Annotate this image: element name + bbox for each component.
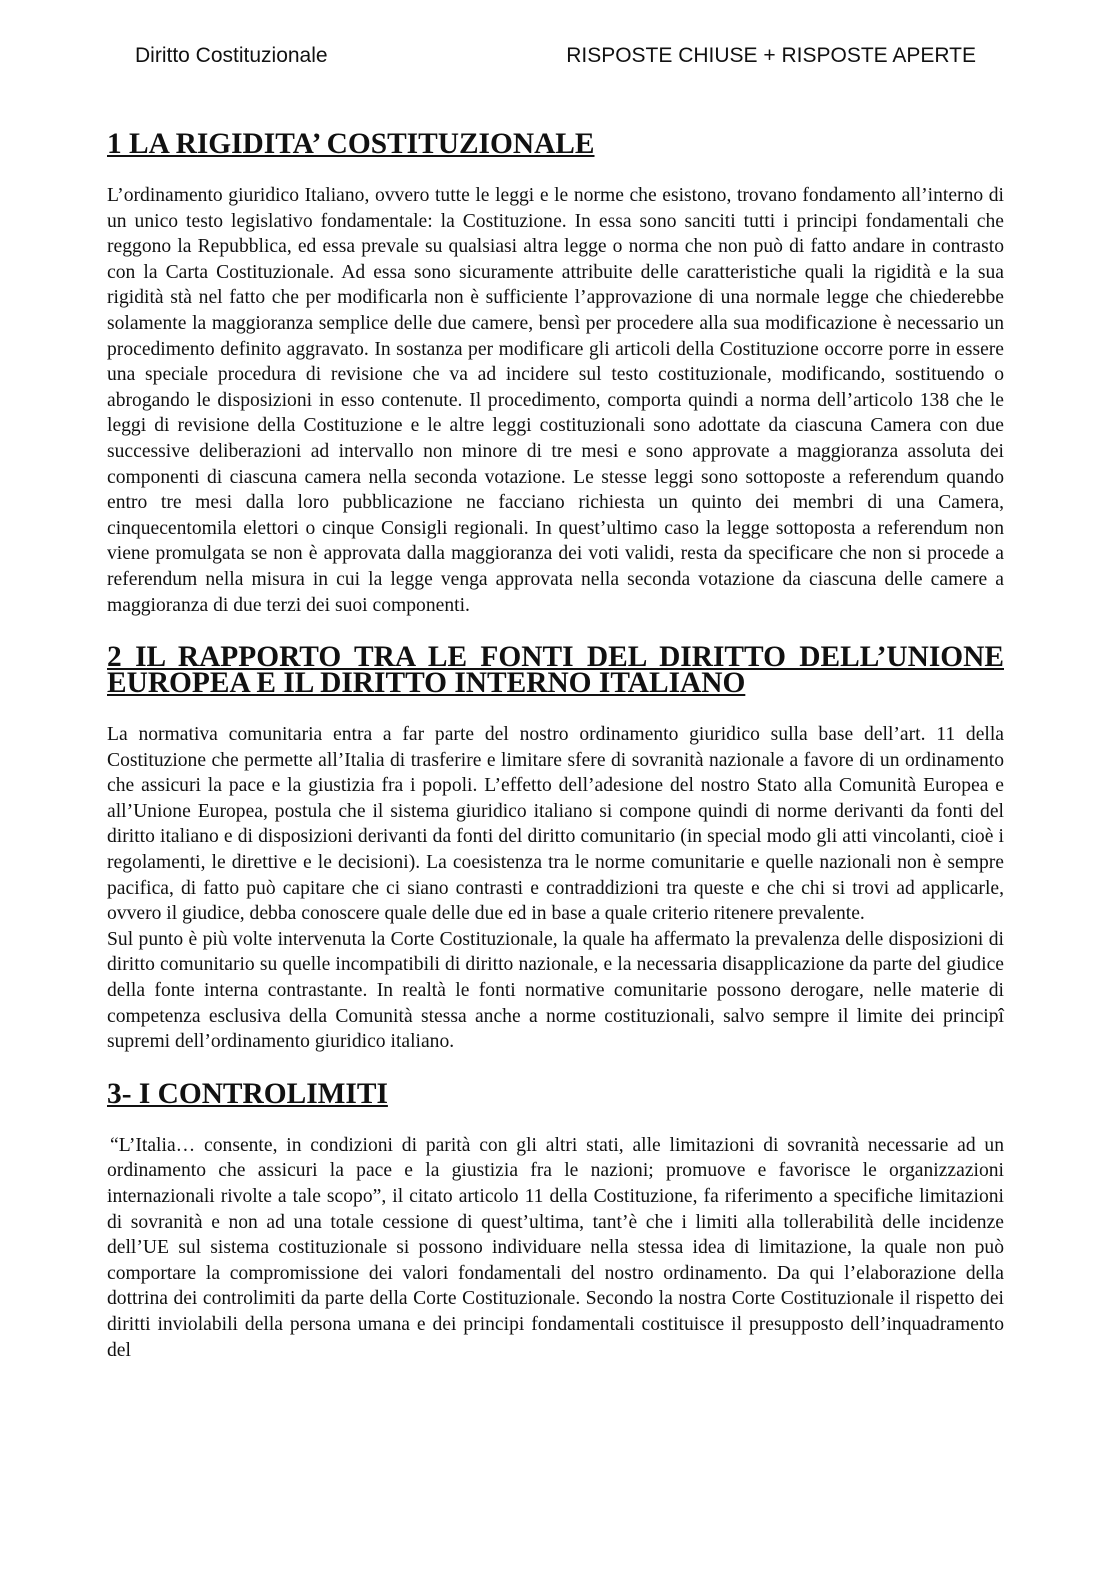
spacer xyxy=(107,157,1004,183)
document-body xyxy=(107,128,1004,1363)
section-paragraph: “L’Italia… consente, in condizioni di parità con gli altri stati, alle limitazioni di sovranità necessarie ad un ordinamento che assicuri la pace e la giustizia fra le nazioni; promuove e favorisce le organizzazioni internazionali rivolte a tale scopo”, il citato articolo 11 della Costituzione, fa riferimento a specifiche limitazioni di sovranità e non ad una totale cessione di quest’ultima, tant’è che i limiti alla tollerabilità delle incidenze dell’UE sul sistema costituzionale si possono individuare nella stessa idea di limitazione, la quale non può comportare la compromissione dei valori fondamentali del nostro ordinamento. Da qui l’elaborazione della dottrina dei controlimiti da parte della Corte Costituzionale. Secondo la nostra Corte Costituzionale il rispetto dei diritti inviolabili della persona umana e dei principi fondamentali costituisce il presupposto dell’inquadramento del xyxy=(107,1134,1004,1361)
section-title: 1 LA RIGIDITA’ COSTITUZIONALE xyxy=(107,128,595,160)
section-rapporto-fonti xyxy=(107,641,1004,1055)
header-course-title: Diritto Costituzionale xyxy=(135,44,328,67)
spacer xyxy=(107,1055,1004,1081)
section-rigidita-costituzionale xyxy=(107,128,1004,618)
spacer xyxy=(107,1107,1004,1133)
section-paragraph: La normativa comunitaria entra a far parte del nostro ordinamento giuridico sulla base dell’art. 11 della Costituzione che permette all’Italia di trasferire e limitare sfere di sovranità nazionale a favore di un ordinamento che assicuri la pace e la giustizia fra i popoli. L’effetto dell’adesione del nostro Stato alla Comunità Europea e all’Unione Europea, postula che il sistema giuridico italiano si compone quindi di norme derivanti da fonti del diritto italiano e di disposizioni derivanti da fonti del diritto comunitario (in special modo gli atti vincolanti, cioè i regolamenti, le direttive e le decisioni). La coesistenza tra le norme comunitarie e quelle nazionali non è sempre pacifica, di fatto può capitare che ci siano contrasti e contraddizioni tra queste e che chi si trovi ad applicarle, ovvero il giudice, debba conoscere quale delle due ed in base a quale criterio ritenere prevalente. xyxy=(107,724,1004,925)
header-document-subtitle: RISPOSTE CHIUSE + RISPOSTE APERTE xyxy=(566,44,976,67)
section-title: 3- I CONTROLIMITI xyxy=(107,1077,388,1110)
page-header xyxy=(135,42,976,70)
section-paragraph: Sul punto è più volte intervenuta la Corte Costituzionale, la quale ha affermato la prevalenza delle disposizioni di diritto comunitario su quelle incompatibili di diritto nazionale, e la necessaria disapplicazione da parte del giudice della fonte interna contrastante. In realtà le fonti normative comunitarie possono derogare, nelle materie di competenza esclusiva della Comunità stessa anche a norme costituzionali, salvo sempre il limite dei principî supremi dell’ordinamento giuridico italiano. xyxy=(107,928,1004,1053)
section-paragraph: L’ordinamento giuridico Italiano, ovvero tutte le leggi e le norme che esistono, trovano fondamento all’interno di un unico testo legislativo fondamentale: la Costituzione. In essa sono sanciti tutti i principi fondamentali che reggono la Repubblica, ed essa prevale su qualsiasi altra legge o norma che non può di fatto andare in contrasto con la Carta Costituzionale. Ad essa sono sicuramente attribuite delle caratteristiche quali la rigidità e la sua rigidità stà nel fatto che per modificarla non è sufficiente l’approvazione di una normale legge che chiederebbe solamente la maggioranza semplice delle due camere, bensì per procedere alla sua modificazione è necessario un procedimento definito aggravato. In sostanza per modificare gli articoli della Costituzione occorre porre in essere una speciale procedura di revisione che va ad incidere sul testo costituzionale, modificando, sostituendo o abrogando le disposizioni in esso contenute. Il procedimento, comporta quindi a norma dell’articolo 138 che le leggi di revisione della Costituzione e le altre leggi costituzionali sono adottate da ciascuna Camera con due successive deliberazioni ad intervallo non minore di tre mesi e sono approvate a maggioranza assoluta dei componenti di ciascuna camera nella seconda votazione. Le stesse leggi sono sottoposte a referendum quando entro tre mesi dalla loro pubblicazione ne facciano richiesta un quinto dei membri di una Camera, cinquecentomila elettori o cinque Consigli regionali. In quest’ultimo caso la legge sottoposta a referendum non viene promulgata se non è approvata dalla maggioranza dei voti validi, resta da specificare che non si procede a referendum nella misura in cui la legge venga approvata nella seconda votazione da ciascuna delle camere a maggioranza di due terzi dei suoi componenti. xyxy=(107,185,1004,616)
section-title: 2 IL RAPPORTO TRA LE FONTI DEL DIRITTO DELL’UNIONE EUROPEA E IL DIRITTO INTERNO ITALIANO xyxy=(107,641,1004,700)
section-controlimiti xyxy=(107,1077,1004,1363)
spacer xyxy=(107,696,1004,722)
